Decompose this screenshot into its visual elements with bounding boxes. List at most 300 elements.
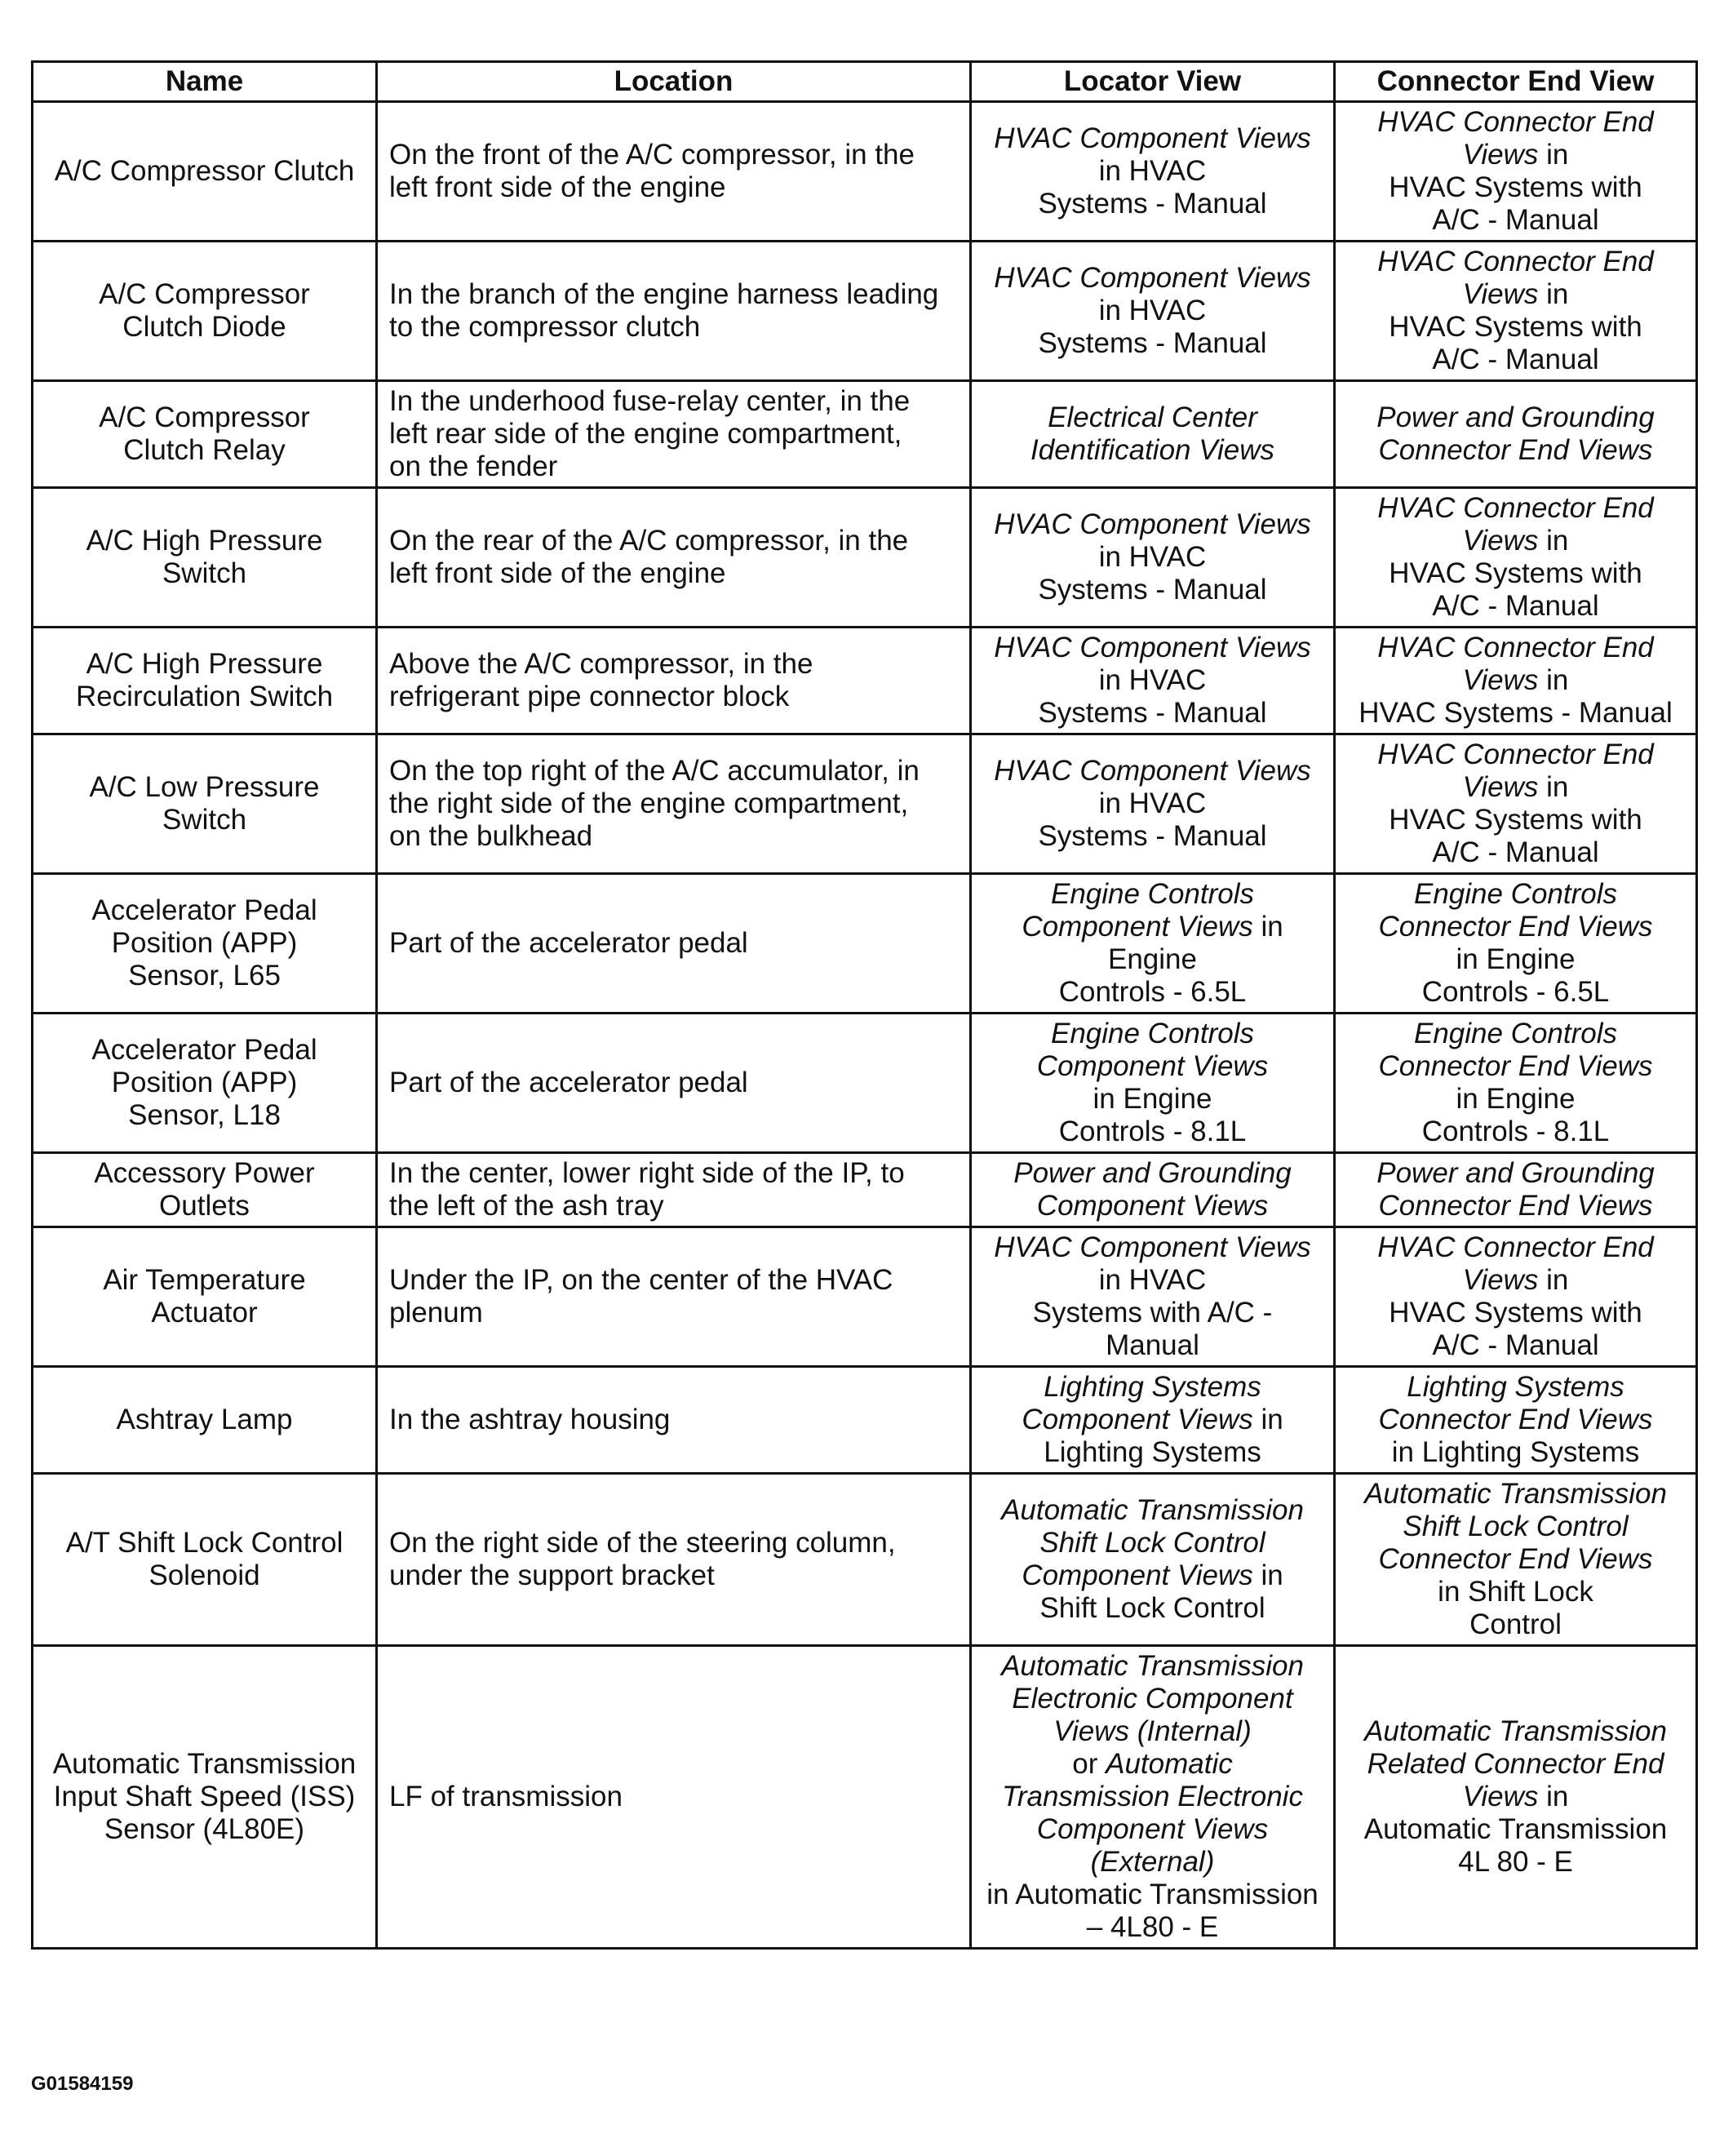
- connector-line: [1347, 804, 1684, 836]
- locator-line: [983, 976, 1322, 1009]
- table-row: [33, 628, 1697, 734]
- connector-line: [1347, 1157, 1684, 1190]
- name-line: A/C Low Pressure: [89, 771, 320, 803]
- connector-end-view-cell: [1335, 734, 1697, 874]
- connector-end-view-cell: [1335, 102, 1697, 242]
- name-line: A/C Compressor Clutch: [54, 155, 355, 187]
- locator-line: [983, 188, 1322, 220]
- reference-text: in HVAC: [1098, 295, 1207, 326]
- locator-line: [983, 1264, 1322, 1297]
- name-cell: [33, 488, 377, 628]
- reference-title-text: Engine Controls: [1050, 1018, 1255, 1049]
- table-row: [33, 874, 1697, 1014]
- reference-text: HVAC Systems with: [1389, 557, 1642, 589]
- locator-view-cell: [971, 1367, 1335, 1474]
- name-line: Switch: [162, 557, 247, 589]
- name-line: Sensor, L18: [128, 1099, 281, 1131]
- table-row: [33, 1227, 1697, 1367]
- locator-line: [983, 1297, 1322, 1329]
- location-cell: [377, 874, 971, 1014]
- reference-title-text: HVAC Connector End: [1377, 246, 1654, 277]
- location-line: plenum: [389, 1297, 483, 1329]
- name-line: A/C High Pressure: [86, 648, 323, 680]
- name-line: Recirculation Switch: [75, 681, 334, 712]
- reference-title-text: HVAC Component Views: [994, 755, 1311, 787]
- connector-line: [1347, 1576, 1684, 1608]
- connector-line: [1347, 106, 1684, 139]
- reference-text: in: [1538, 1264, 1569, 1296]
- locator-view-cell: [971, 1014, 1335, 1153]
- reference-text: Systems - Manual: [1038, 574, 1267, 606]
- locator-line: [983, 434, 1322, 467]
- reference-title-text: Engine Controls: [1413, 878, 1618, 910]
- location-cell: [377, 102, 971, 242]
- reference-text: in HVAC: [1098, 664, 1207, 696]
- location-line: Part of the accelerator pedal: [389, 1067, 748, 1098]
- reference-text: in: [1538, 139, 1569, 171]
- locator-line: [983, 943, 1322, 976]
- table-row: [33, 1153, 1697, 1227]
- table-row: [33, 1014, 1697, 1153]
- reference-text: A/C - Manual: [1432, 1329, 1599, 1361]
- connector-end-view-cell: [1335, 1014, 1697, 1153]
- name-cell: [33, 1227, 377, 1367]
- name-line: Position (APP): [111, 927, 298, 959]
- name-line: Automatic Transmission: [52, 1748, 357, 1780]
- connector-line: [1347, 1018, 1684, 1050]
- connector-line: [1347, 697, 1684, 730]
- name-line: Sensor (4L80E): [104, 1813, 305, 1845]
- location-cell: [377, 381, 971, 488]
- reference-title-text: Power and Grounding: [1013, 1157, 1292, 1189]
- name-cell: [33, 1153, 377, 1227]
- location-line: left rear side of the engine compartment,: [389, 418, 902, 450]
- table-row: [33, 1474, 1697, 1646]
- connector-line: [1347, 1608, 1684, 1641]
- name-cell: [33, 242, 377, 381]
- reference-title-text: Views: [1462, 664, 1539, 696]
- locator-line: [983, 122, 1322, 155]
- reference-title-text: HVAC Component Views: [994, 1231, 1311, 1263]
- connector-line: [1347, 1404, 1684, 1436]
- reference-title-text: Automatic Transmission: [1001, 1494, 1304, 1526]
- reference-text: in Lighting Systems: [1391, 1436, 1640, 1468]
- reference-text: HVAC Systems - Manual: [1358, 697, 1673, 729]
- reference-text: in: [1538, 1781, 1569, 1812]
- reference-text: Automatic Transmission: [1363, 1813, 1668, 1845]
- reference-text: in Automatic Transmission: [986, 1879, 1319, 1910]
- location-line: In the center, lower right side of the IP, to: [389, 1157, 905, 1189]
- connector-line: [1347, 632, 1684, 664]
- location-line: On the right side of the steering column,: [389, 1527, 896, 1559]
- table-row: [33, 1646, 1697, 1949]
- name-cell: [33, 381, 377, 488]
- name-line: Input Shaft Speed (ISS): [53, 1781, 356, 1812]
- locator-line: [983, 1781, 1322, 1813]
- name-line: Solenoid: [148, 1559, 260, 1591]
- connector-end-view-cell: [1335, 488, 1697, 628]
- connector-end-view-cell: [1335, 1646, 1697, 1949]
- reference-text: in Engine: [1093, 1083, 1212, 1115]
- locator-line: [983, 1592, 1322, 1625]
- reference-text: A/C - Manual: [1432, 204, 1599, 236]
- table-row: [33, 242, 1697, 381]
- reference-title-text: Engine Controls: [1050, 878, 1255, 910]
- locator-line: [983, 295, 1322, 327]
- locator-view-cell: [971, 734, 1335, 874]
- locator-line: [983, 1559, 1322, 1592]
- connector-line: [1347, 434, 1684, 467]
- location-cell: [377, 1367, 971, 1474]
- reference-text: Systems - Manual: [1038, 697, 1267, 729]
- location-line: the right side of the engine compartment,: [389, 787, 909, 819]
- location-line: On the front of the A/C compressor, in the: [389, 139, 915, 171]
- locator-line: [983, 1683, 1322, 1715]
- reference-title-text: Component Views: [1036, 1050, 1269, 1082]
- name-line: A/C Compressor: [99, 278, 310, 310]
- reference-text: Shift Lock Control: [1039, 1592, 1265, 1624]
- location-line: under the support bracket: [389, 1559, 715, 1591]
- location-cell: [377, 1153, 971, 1227]
- reference-title-text: HVAC Component Views: [994, 262, 1311, 294]
- location-cell: [377, 1014, 971, 1153]
- reference-text: Systems with A/C -: [1032, 1297, 1273, 1329]
- reference-text: 4L 80 - E: [1458, 1846, 1573, 1878]
- name-line: Actuator: [151, 1297, 258, 1329]
- reference-text: Systems - Manual: [1038, 327, 1267, 359]
- reference-title-text: Views (Internal): [1053, 1715, 1252, 1747]
- locator-view-cell: [971, 1474, 1335, 1646]
- reference-text: in HVAC: [1098, 1264, 1207, 1296]
- header-connector-end-view: Connector End View: [1335, 62, 1697, 102]
- reference-title-text: HVAC Connector End: [1377, 632, 1654, 663]
- location-line: the left of the ash tray: [389, 1190, 664, 1222]
- reference-title-text: Electrical Center: [1048, 401, 1257, 433]
- component-locator-table: [31, 60, 1698, 1950]
- locator-line: [983, 1813, 1322, 1846]
- reference-title-text: Views: [1462, 1264, 1539, 1296]
- connector-line: [1347, 1813, 1684, 1846]
- locator-line: [983, 262, 1322, 295]
- location-cell: [377, 242, 971, 381]
- reference-title-text: Power and Grounding: [1376, 401, 1655, 433]
- connector-line: [1347, 278, 1684, 311]
- reference-text: in Engine: [1456, 1083, 1576, 1115]
- reference-text: HVAC Systems with: [1389, 1297, 1642, 1329]
- connector-line: [1347, 1371, 1684, 1404]
- location-cell: [377, 488, 971, 628]
- reference-text: – 4L80 - E: [1086, 1911, 1219, 1943]
- location-line: Above the A/C compressor, in the: [389, 648, 813, 680]
- connector-line: [1347, 1050, 1684, 1083]
- reference-text: in: [1252, 1404, 1283, 1435]
- reference-text: in: [1252, 911, 1283, 943]
- reference-text: A/C - Manual: [1432, 344, 1599, 375]
- reference-text: Controls - 8.1L: [1058, 1116, 1247, 1147]
- locator-view-cell: [971, 102, 1335, 242]
- reference-text: Controls - 6.5L: [1421, 976, 1610, 1008]
- location-line: to the compressor clutch: [389, 311, 701, 343]
- reference-title-text: Component Views: [1022, 911, 1253, 943]
- name-cell: [33, 1646, 377, 1949]
- connector-line: [1347, 1781, 1684, 1813]
- location-cell: [377, 1646, 971, 1949]
- reference-text: Manual: [1106, 1329, 1199, 1361]
- figure-id: G01584159: [31, 2073, 134, 2095]
- connector-end-view-cell: [1335, 1153, 1697, 1227]
- name-cell: [33, 874, 377, 1014]
- locator-line: [983, 664, 1322, 697]
- location-line: On the top right of the A/C accumulator, in: [389, 755, 920, 787]
- reference-title-text: HVAC Component Views: [994, 508, 1311, 540]
- locator-view-cell: [971, 628, 1335, 734]
- reference-title-text: HVAC Connector End: [1377, 492, 1654, 524]
- header-locator-view: Locator View: [971, 62, 1335, 102]
- locator-view-cell: [971, 874, 1335, 1014]
- location-cell: [377, 1474, 971, 1646]
- location-line: On the rear of the A/C compressor, in the: [389, 525, 909, 557]
- connector-line: [1347, 492, 1684, 525]
- name-line: Accelerator Pedal: [91, 1034, 317, 1066]
- header-location: Location: [377, 62, 971, 102]
- reference-title-text: Views: [1462, 278, 1539, 310]
- reference-title-text: Identification Views: [1030, 434, 1274, 466]
- name-line: Air Temperature: [103, 1264, 306, 1296]
- locator-view-cell: [971, 1646, 1335, 1949]
- locator-line: [983, 574, 1322, 606]
- locator-line: [983, 820, 1322, 853]
- locator-line: [983, 1083, 1322, 1116]
- connector-line: [1347, 590, 1684, 623]
- locator-line: [983, 1436, 1322, 1469]
- locator-view-cell: [971, 1153, 1335, 1227]
- connector-end-view-cell: [1335, 874, 1697, 1014]
- location-line: left front side of the engine: [389, 557, 726, 589]
- connector-line: [1347, 1511, 1684, 1543]
- reference-text: Engine: [1108, 943, 1197, 975]
- connector-line: [1347, 246, 1684, 278]
- reference-text: in HVAC: [1098, 787, 1207, 819]
- reference-title-text: Connector End Views: [1378, 1543, 1653, 1575]
- location-line: on the bulkhead: [389, 820, 593, 852]
- table-row: [33, 1367, 1697, 1474]
- reference-title-text: Lighting Systems: [1407, 1371, 1624, 1403]
- locator-view-cell: [971, 1227, 1335, 1367]
- reference-title-text: Views: [1462, 771, 1539, 803]
- connector-line: [1347, 771, 1684, 804]
- locator-line: [983, 1846, 1322, 1879]
- connector-line: [1347, 1116, 1684, 1148]
- locator-line: [983, 632, 1322, 664]
- table-row: [33, 102, 1697, 242]
- reference-text: A/C - Manual: [1432, 590, 1599, 622]
- reference-title-text: Connector End Views: [1378, 1404, 1653, 1435]
- connector-line: [1347, 1846, 1684, 1879]
- reference-title-text: Automatic Transmission: [1001, 1650, 1304, 1682]
- reference-text: Control: [1469, 1608, 1562, 1640]
- connector-line: [1347, 836, 1684, 869]
- name-line: A/C Compressor: [99, 401, 310, 433]
- connector-line: [1347, 1436, 1684, 1469]
- connector-line: [1347, 1748, 1684, 1781]
- reference-title-text: Views: [1462, 139, 1539, 171]
- connector-line: [1347, 943, 1684, 976]
- reference-title-text: (External): [1090, 1846, 1215, 1878]
- locator-line: [983, 541, 1322, 574]
- connector-line: [1347, 1083, 1684, 1116]
- reference-title-text: HVAC Connector End: [1377, 106, 1654, 138]
- connector-line: [1347, 739, 1684, 771]
- name-line: Position (APP): [111, 1067, 298, 1098]
- reference-title-text: Connector End Views: [1378, 1190, 1653, 1222]
- table-header-row: [33, 62, 1697, 102]
- reference-title-text: Connector End Views: [1378, 911, 1653, 943]
- name-cell: [33, 1014, 377, 1153]
- locator-line: [983, 1494, 1322, 1527]
- connector-line: [1347, 911, 1684, 943]
- reference-title-text: Automatic Transmission: [1364, 1478, 1667, 1510]
- reference-title-text: Views: [1462, 525, 1539, 557]
- name-line: Accelerator Pedal: [91, 894, 317, 926]
- reference-title-text: Automatic: [1106, 1748, 1233, 1780]
- reference-text: Lighting Systems: [1044, 1436, 1261, 1468]
- location-cell: [377, 734, 971, 874]
- connector-line: [1347, 525, 1684, 557]
- locator-line: [983, 911, 1322, 943]
- locator-line: [983, 1404, 1322, 1436]
- reference-text: Controls - 8.1L: [1421, 1116, 1610, 1147]
- connector-line: [1347, 1190, 1684, 1222]
- reference-text: Systems - Manual: [1038, 820, 1267, 852]
- location-line: In the branch of the engine harness leading: [389, 278, 939, 310]
- locator-line: [983, 1116, 1322, 1148]
- name-cell: [33, 1367, 377, 1474]
- reference-title-text: Component Views: [1036, 1813, 1269, 1845]
- locator-line: [983, 1879, 1322, 1911]
- connector-line: [1347, 204, 1684, 237]
- reference-text: in: [1252, 1559, 1283, 1591]
- reference-text: in: [1538, 664, 1569, 696]
- locator-line: [983, 787, 1322, 820]
- reference-text: in: [1538, 278, 1569, 310]
- locator-line: [983, 1231, 1322, 1264]
- connector-end-view-cell: [1335, 1227, 1697, 1367]
- locator-line: [983, 1371, 1322, 1404]
- name-cell: [33, 1474, 377, 1646]
- location-line: left front side of the engine: [389, 171, 726, 203]
- reference-title-text: HVAC Component Views: [994, 632, 1311, 663]
- reference-text: in: [1538, 771, 1569, 803]
- connector-end-view-cell: [1335, 1474, 1697, 1646]
- location-line: on the fender: [389, 450, 558, 482]
- reference-text: in HVAC: [1098, 155, 1207, 187]
- reference-text: HVAC Systems with: [1389, 171, 1642, 203]
- connector-line: [1347, 976, 1684, 1009]
- name-line: A/C High Pressure: [86, 525, 323, 557]
- locator-line: [983, 1715, 1322, 1748]
- locator-line: [983, 1050, 1322, 1083]
- locator-line: [983, 697, 1322, 730]
- locator-view-cell: [971, 488, 1335, 628]
- location-cell: [377, 1227, 971, 1367]
- locator-line: [983, 1527, 1322, 1559]
- connector-line: [1347, 139, 1684, 171]
- location-line: refrigerant pipe connector block: [389, 681, 790, 712]
- reference-title-text: Electronic Component: [1012, 1683, 1293, 1715]
- reference-title-text: Related Connector End: [1367, 1748, 1664, 1780]
- reference-title-text: Component Views: [1022, 1404, 1253, 1435]
- name-line: Ashtray Lamp: [116, 1404, 293, 1435]
- reference-title-text: Views: [1462, 1781, 1539, 1812]
- connector-line: [1347, 1297, 1684, 1329]
- reference-text: HVAC Systems with: [1389, 804, 1642, 836]
- connector-line: [1347, 401, 1684, 434]
- connector-line: [1347, 1715, 1684, 1748]
- name-line: Clutch Diode: [122, 311, 286, 343]
- name-line: Accessory Power: [94, 1157, 315, 1189]
- locator-line: [983, 1190, 1322, 1222]
- connector-end-view-cell: [1335, 242, 1697, 381]
- reference-title-text: Lighting Systems: [1044, 1371, 1261, 1403]
- table-row: [33, 381, 1697, 488]
- connector-end-view-cell: [1335, 628, 1697, 734]
- name-line: Clutch Relay: [123, 434, 286, 466]
- reference-title-text: Component Views: [1022, 1559, 1253, 1591]
- locator-view-cell: [971, 381, 1335, 488]
- connector-line: [1347, 344, 1684, 376]
- reference-title-text: Transmission Electronic: [1002, 1781, 1303, 1812]
- reference-title-text: Connector End Views: [1378, 434, 1653, 466]
- reference-title-text: Shift Lock Control: [1039, 1527, 1265, 1559]
- locator-line: [983, 755, 1322, 787]
- name-line: Sensor, L65: [128, 960, 281, 991]
- locator-line: [983, 327, 1322, 360]
- connector-line: [1347, 557, 1684, 590]
- locator-line: [983, 401, 1322, 434]
- connector-end-view-cell: [1335, 1367, 1697, 1474]
- location-line: LF of transmission: [389, 1781, 623, 1812]
- reference-text: in Engine: [1456, 943, 1576, 975]
- reference-text: Systems - Manual: [1038, 188, 1267, 220]
- reference-title-text: Component Views: [1036, 1190, 1269, 1222]
- reference-title-text: Shift Lock Control: [1403, 1511, 1629, 1542]
- locator-line: [983, 1650, 1322, 1683]
- name-cell: [33, 628, 377, 734]
- reference-text: A/C - Manual: [1432, 836, 1599, 868]
- locator-line: [983, 508, 1322, 541]
- connector-line: [1347, 1329, 1684, 1362]
- reference-text: in: [1538, 525, 1569, 557]
- reference-title-text: Engine Controls: [1413, 1018, 1618, 1049]
- reference-text: in Shift Lock: [1438, 1576, 1593, 1608]
- locator-line: [983, 878, 1322, 911]
- locator-line: [983, 1748, 1322, 1781]
- reference-title-text: HVAC Component Views: [994, 122, 1311, 154]
- connector-line: [1347, 664, 1684, 697]
- reference-title-text: HVAC Connector End: [1377, 1231, 1654, 1263]
- header-name: Name: [33, 62, 377, 102]
- component-locator-table-container: [31, 60, 1695, 1950]
- name-cell: [33, 102, 377, 242]
- table-row: [33, 488, 1697, 628]
- connector-line: [1347, 1478, 1684, 1511]
- reference-title-text: Automatic Transmission: [1364, 1715, 1667, 1747]
- connector-line: [1347, 171, 1684, 204]
- reference-title-text: HVAC Connector End: [1377, 739, 1654, 770]
- connector-end-view-cell: [1335, 381, 1697, 488]
- reference-text: Controls - 6.5L: [1058, 976, 1247, 1008]
- reference-text: HVAC Systems with: [1389, 311, 1642, 343]
